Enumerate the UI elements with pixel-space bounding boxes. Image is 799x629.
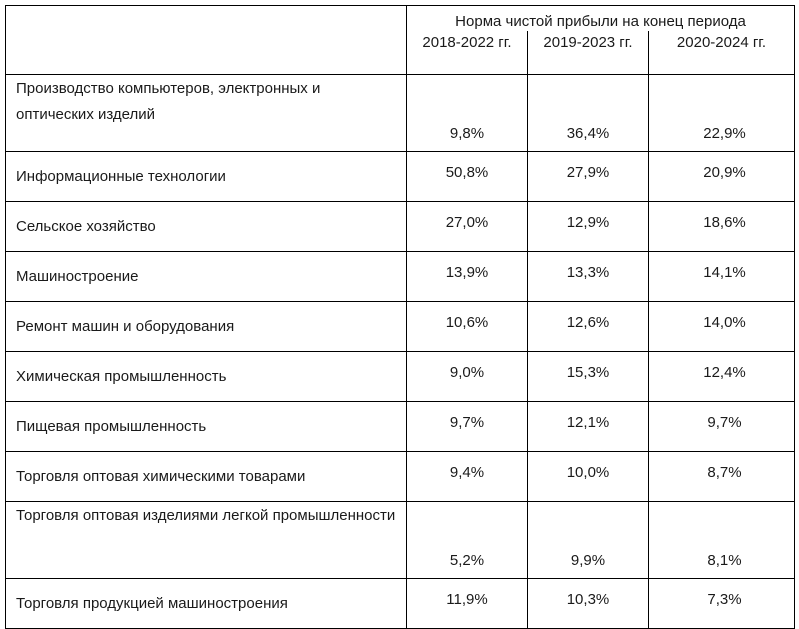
value-cell: 9,7% <box>407 402 528 452</box>
industry-name: Пищевая промышленность <box>6 402 407 452</box>
value-cell: 12,4% <box>649 352 795 402</box>
table-row <box>6 579 795 629</box>
value-cell: 12,6% <box>528 302 649 352</box>
value-cell: 7,3% <box>649 579 795 629</box>
period-header: 2020-2024 гг. <box>649 31 795 75</box>
value-cell: 20,9% <box>649 152 795 202</box>
value-cell: 14,0% <box>649 302 795 352</box>
value-cell: 9,4% <box>407 452 528 502</box>
table-row <box>6 402 795 452</box>
table-row <box>6 302 795 352</box>
table-row <box>6 352 795 402</box>
table-row <box>6 202 795 252</box>
value-cell: 14,1% <box>649 252 795 302</box>
profit-margin-table <box>5 5 795 629</box>
value-cell: 18,6% <box>649 202 795 252</box>
value-cell: 12,1% <box>528 402 649 452</box>
table-row <box>6 152 795 202</box>
group-header: Норма чистой прибыли на конец периода <box>407 6 795 32</box>
value-cell: 36,4% <box>528 75 649 152</box>
value-cell: 22,9% <box>649 75 795 152</box>
value-cell: 10,3% <box>528 579 649 629</box>
industry-name: Машиностроение <box>6 252 407 302</box>
value-cell: 9,8% <box>407 75 528 152</box>
industry-name: Химическая промышленность <box>6 352 407 402</box>
value-cell: 27,0% <box>407 202 528 252</box>
value-cell: 13,9% <box>407 252 528 302</box>
industry-name: Торговля продукцией машиностроения <box>6 579 407 629</box>
table-container <box>5 5 795 629</box>
industry-name: Ремонт машин и оборудования <box>6 302 407 352</box>
value-cell: 15,3% <box>528 352 649 402</box>
corner-cell <box>6 6 407 75</box>
industry-name: Торговля оптовая химическими товарами <box>6 452 407 502</box>
table-row <box>6 502 795 579</box>
value-cell: 8,7% <box>649 452 795 502</box>
value-cell: 10,0% <box>528 452 649 502</box>
value-cell: 9,0% <box>407 352 528 402</box>
table-row <box>6 252 795 302</box>
industry-name: Информационные технологии <box>6 152 407 202</box>
value-cell: 9,7% <box>649 402 795 452</box>
period-header: 2019-2023 гг. <box>528 31 649 75</box>
value-cell: 11,9% <box>407 579 528 629</box>
value-cell: 10,6% <box>407 302 528 352</box>
industry-name: Торговля оптовая изделиями легкой промышленности <box>6 502 407 579</box>
value-cell: 27,9% <box>528 152 649 202</box>
value-cell: 9,9% <box>528 502 649 579</box>
value-cell: 12,9% <box>528 202 649 252</box>
table-row <box>6 75 795 152</box>
period-header: 2018-2022 гг. <box>407 31 528 75</box>
value-cell: 50,8% <box>407 152 528 202</box>
value-cell: 5,2% <box>407 502 528 579</box>
industry-name: Производство компьютеров, электронных и оптических изделий <box>6 75 407 152</box>
value-cell: 13,3% <box>528 252 649 302</box>
industry-name: Сельское хозяйство <box>6 202 407 252</box>
table-row <box>6 452 795 502</box>
value-cell: 8,1% <box>649 502 795 579</box>
